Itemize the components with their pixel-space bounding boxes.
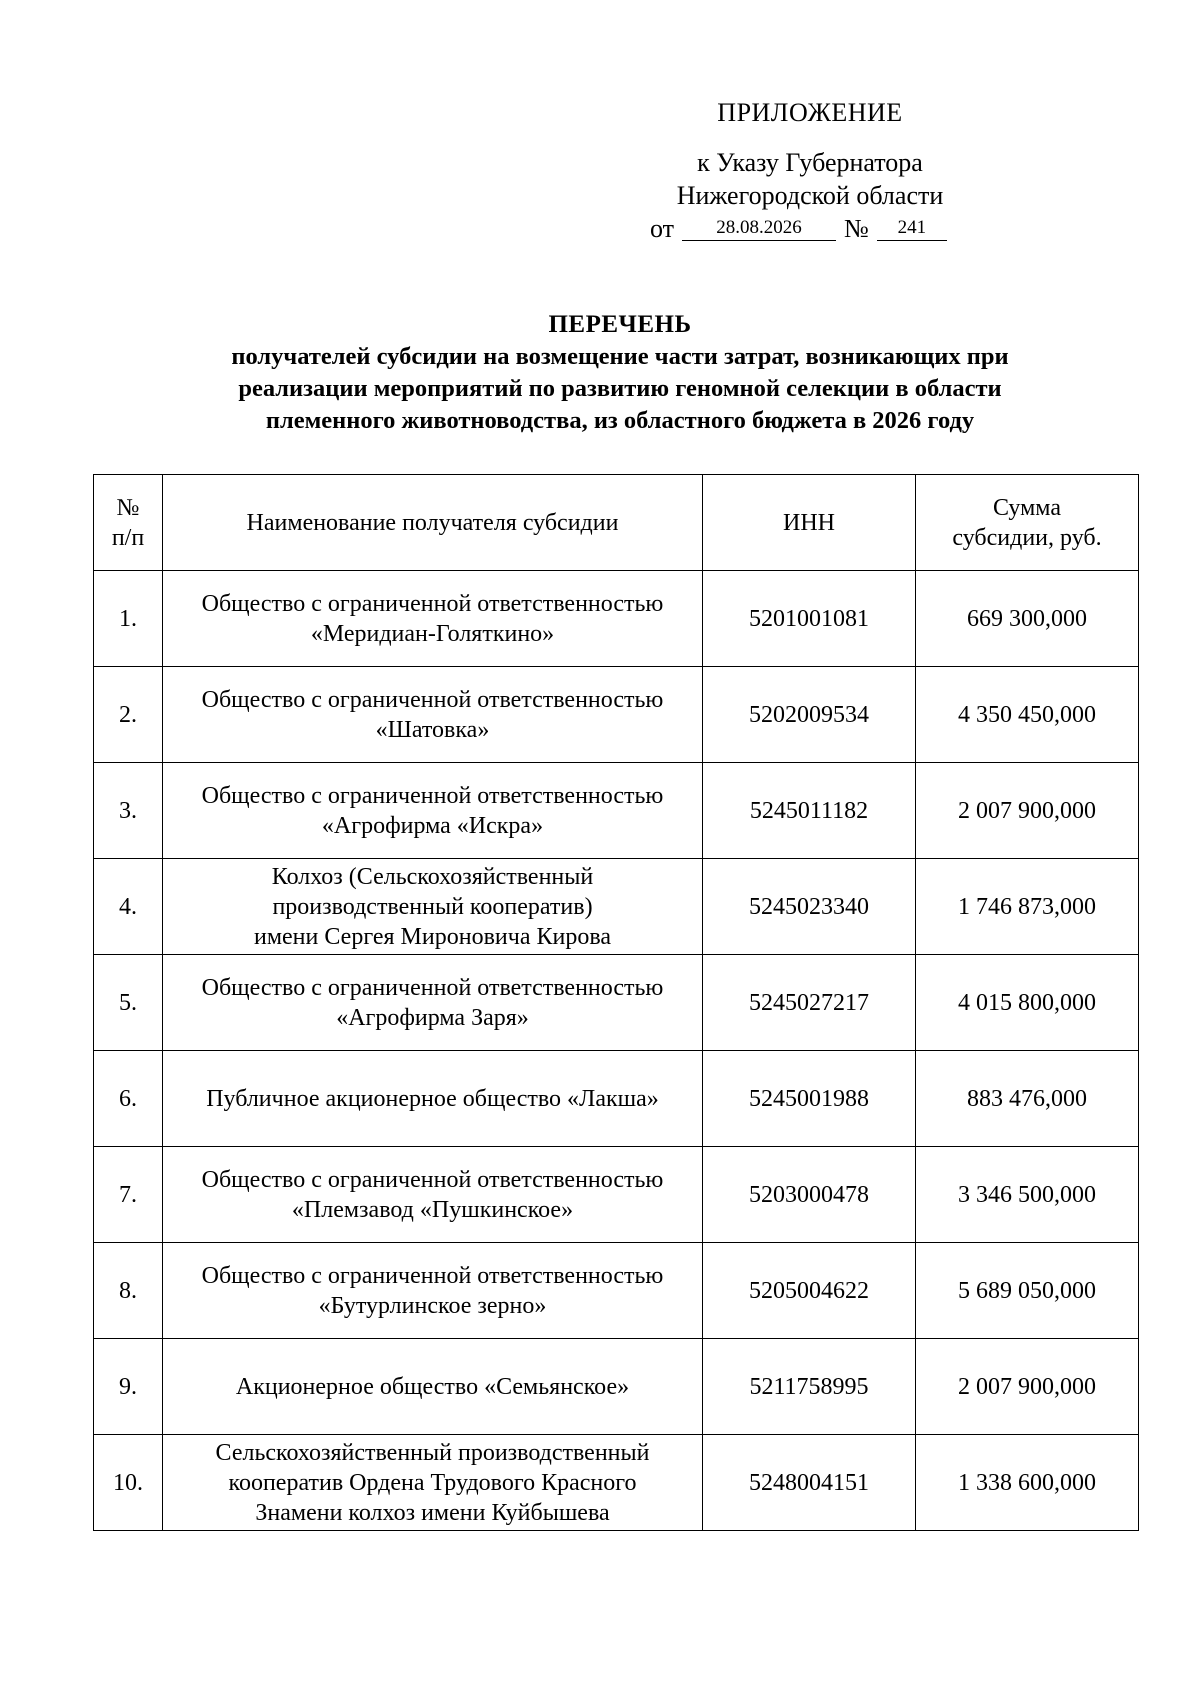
table-body (94, 571, 1139, 1531)
row-number: 1. (94, 571, 163, 667)
recipient-name (163, 1435, 703, 1531)
header-number-line-1: № (116, 494, 140, 521)
subsidy-sum: 1 746 873,000 (916, 859, 1139, 955)
recipient-name (163, 1051, 703, 1147)
recipient-name (163, 859, 703, 955)
recipient-name-line: «Шатовка» (375, 716, 490, 743)
recipient-inn: 5245027217 (703, 955, 916, 1051)
recipient-name-line: производственный кооператив) (272, 893, 593, 920)
decree-date: 28.08.2026 (682, 216, 836, 241)
table-row (94, 1339, 1139, 1435)
subsidy-sum: 5 689 050,000 (916, 1243, 1139, 1339)
recipient-inn: 5245001988 (703, 1051, 916, 1147)
recipient-name (163, 1339, 703, 1435)
header-subsidy-sum (916, 475, 1139, 571)
subsidy-sum: 2 007 900,000 (916, 763, 1139, 859)
recipient-inn: 5245023340 (703, 859, 916, 955)
row-number: 8. (94, 1243, 163, 1339)
recipient-inn: 5203000478 (703, 1147, 916, 1243)
recipient-inn: 5205004622 (703, 1243, 916, 1339)
table-row (94, 571, 1139, 667)
document-title: ПЕРЕЧЕНЬ (548, 311, 692, 338)
appendix-date-number-line (650, 212, 960, 245)
header-number-line-2: п/п (111, 524, 145, 551)
row-number: 2. (94, 667, 163, 763)
recipient-name (163, 571, 703, 667)
row-number: 6. (94, 1051, 163, 1147)
table-row (94, 955, 1139, 1051)
row-number: 5. (94, 955, 163, 1051)
document-title-block (95, 309, 1145, 437)
recipient-name-line: Общество с ограниченной ответственностью (201, 1262, 664, 1289)
table-row (94, 859, 1139, 955)
table-row (94, 667, 1139, 763)
table-row (94, 763, 1139, 859)
table-row (94, 1435, 1139, 1531)
recipient-name-line: Общество с ограниченной ответственностью (201, 590, 664, 617)
recipient-inn: 5248004151 (703, 1435, 916, 1531)
document-subtitle-line-2: реализации мероприятий по развитию геномной селекции в области (238, 375, 1002, 402)
recipient-name (163, 1243, 703, 1339)
recipients-table (93, 474, 1139, 1531)
row-number: 7. (94, 1147, 163, 1243)
row-number: 3. (94, 763, 163, 859)
table-row (94, 1051, 1139, 1147)
row-number: 4. (94, 859, 163, 955)
table-header-row (94, 475, 1139, 571)
document-subtitle-line-1: получателей субсидии на возмещение части затрат, возникающих при (231, 343, 1009, 370)
recipient-name-line: «Племзавод «Пушкинское» (291, 1196, 574, 1223)
header-recipient-name: Наименование получателя субсидии (163, 475, 703, 571)
row-number: 9. (94, 1339, 163, 1435)
subsidy-sum: 4 350 450,000 (916, 667, 1139, 763)
recipient-name (163, 763, 703, 859)
recipient-inn: 5201001081 (703, 571, 916, 667)
recipient-name-line: Общество с ограниченной ответственностью (201, 782, 664, 809)
table-row (94, 1147, 1139, 1243)
decree-number: 241 (877, 216, 947, 241)
appendix-heading: ПРИЛОЖЕНИЕ (717, 98, 903, 127)
subsidy-sum: 4 015 800,000 (916, 955, 1139, 1051)
recipient-name (163, 955, 703, 1051)
number-sign: № (844, 214, 869, 243)
recipient-name-line: Сельскохозяйственный производственный (215, 1439, 650, 1466)
recipient-name-line: «Агрофирма «Искра» (321, 812, 544, 839)
appendix-block (650, 96, 990, 245)
recipient-name (163, 1147, 703, 1243)
header-sum-line-1: Сумма (993, 494, 1061, 521)
header-sum-line-2: субсидии, руб. (952, 524, 1102, 551)
header-inn: ИНН (703, 475, 916, 571)
recipient-inn: 5211758995 (703, 1339, 916, 1435)
recipient-name-line: Колхоз (Сельскохозяйственный (271, 863, 594, 890)
subsidy-sum: 3 346 500,000 (916, 1147, 1139, 1243)
recipient-name-line: Знамени колхоз имени Куйбышева (255, 1499, 610, 1526)
subsidy-sum: 669 300,000 (916, 571, 1139, 667)
subsidy-sum: 1 338 600,000 (916, 1435, 1139, 1531)
recipient-inn: 5245011182 (703, 763, 916, 859)
recipient-name-line: Общество с ограниченной ответственностью (201, 974, 664, 1001)
table-row (94, 1243, 1139, 1339)
subsidy-sum: 883 476,000 (916, 1051, 1139, 1147)
recipient-name-line: «Бутурлинское зерно» (318, 1292, 547, 1319)
recipient-name-line: Общество с ограниченной ответственностью (201, 686, 664, 713)
recipient-name-line: Публичное акционерное общество «Лакша» (206, 1085, 659, 1112)
recipient-name-line: «Меридиан-Голяткино» (310, 620, 555, 647)
document-subtitle-line-3: племенного животноводства, из областного бюджета в 2026 году (265, 407, 975, 434)
recipient-name-line: Акционерное общество «Семьянское» (235, 1373, 630, 1400)
recipient-inn: 5202009534 (703, 667, 916, 763)
row-number: 10. (94, 1435, 163, 1531)
recipient-name (163, 667, 703, 763)
subsidy-sum: 2 007 900,000 (916, 1339, 1139, 1435)
recipient-name-line: «Агрофирма Заря» (336, 1004, 529, 1031)
recipient-name-line: Общество с ограниченной ответственностью (201, 1166, 664, 1193)
appendix-region-line: Нижегородской области (676, 181, 944, 210)
recipient-name-line: имени Сергея Мироновича Кирова (254, 923, 611, 950)
header-number (94, 475, 163, 571)
recipient-name-line: кооператив Ордена Трудового Красного (228, 1469, 637, 1496)
appendix-decree-line: к Указу Губернатора (697, 148, 923, 177)
date-prefix: от (650, 214, 675, 243)
